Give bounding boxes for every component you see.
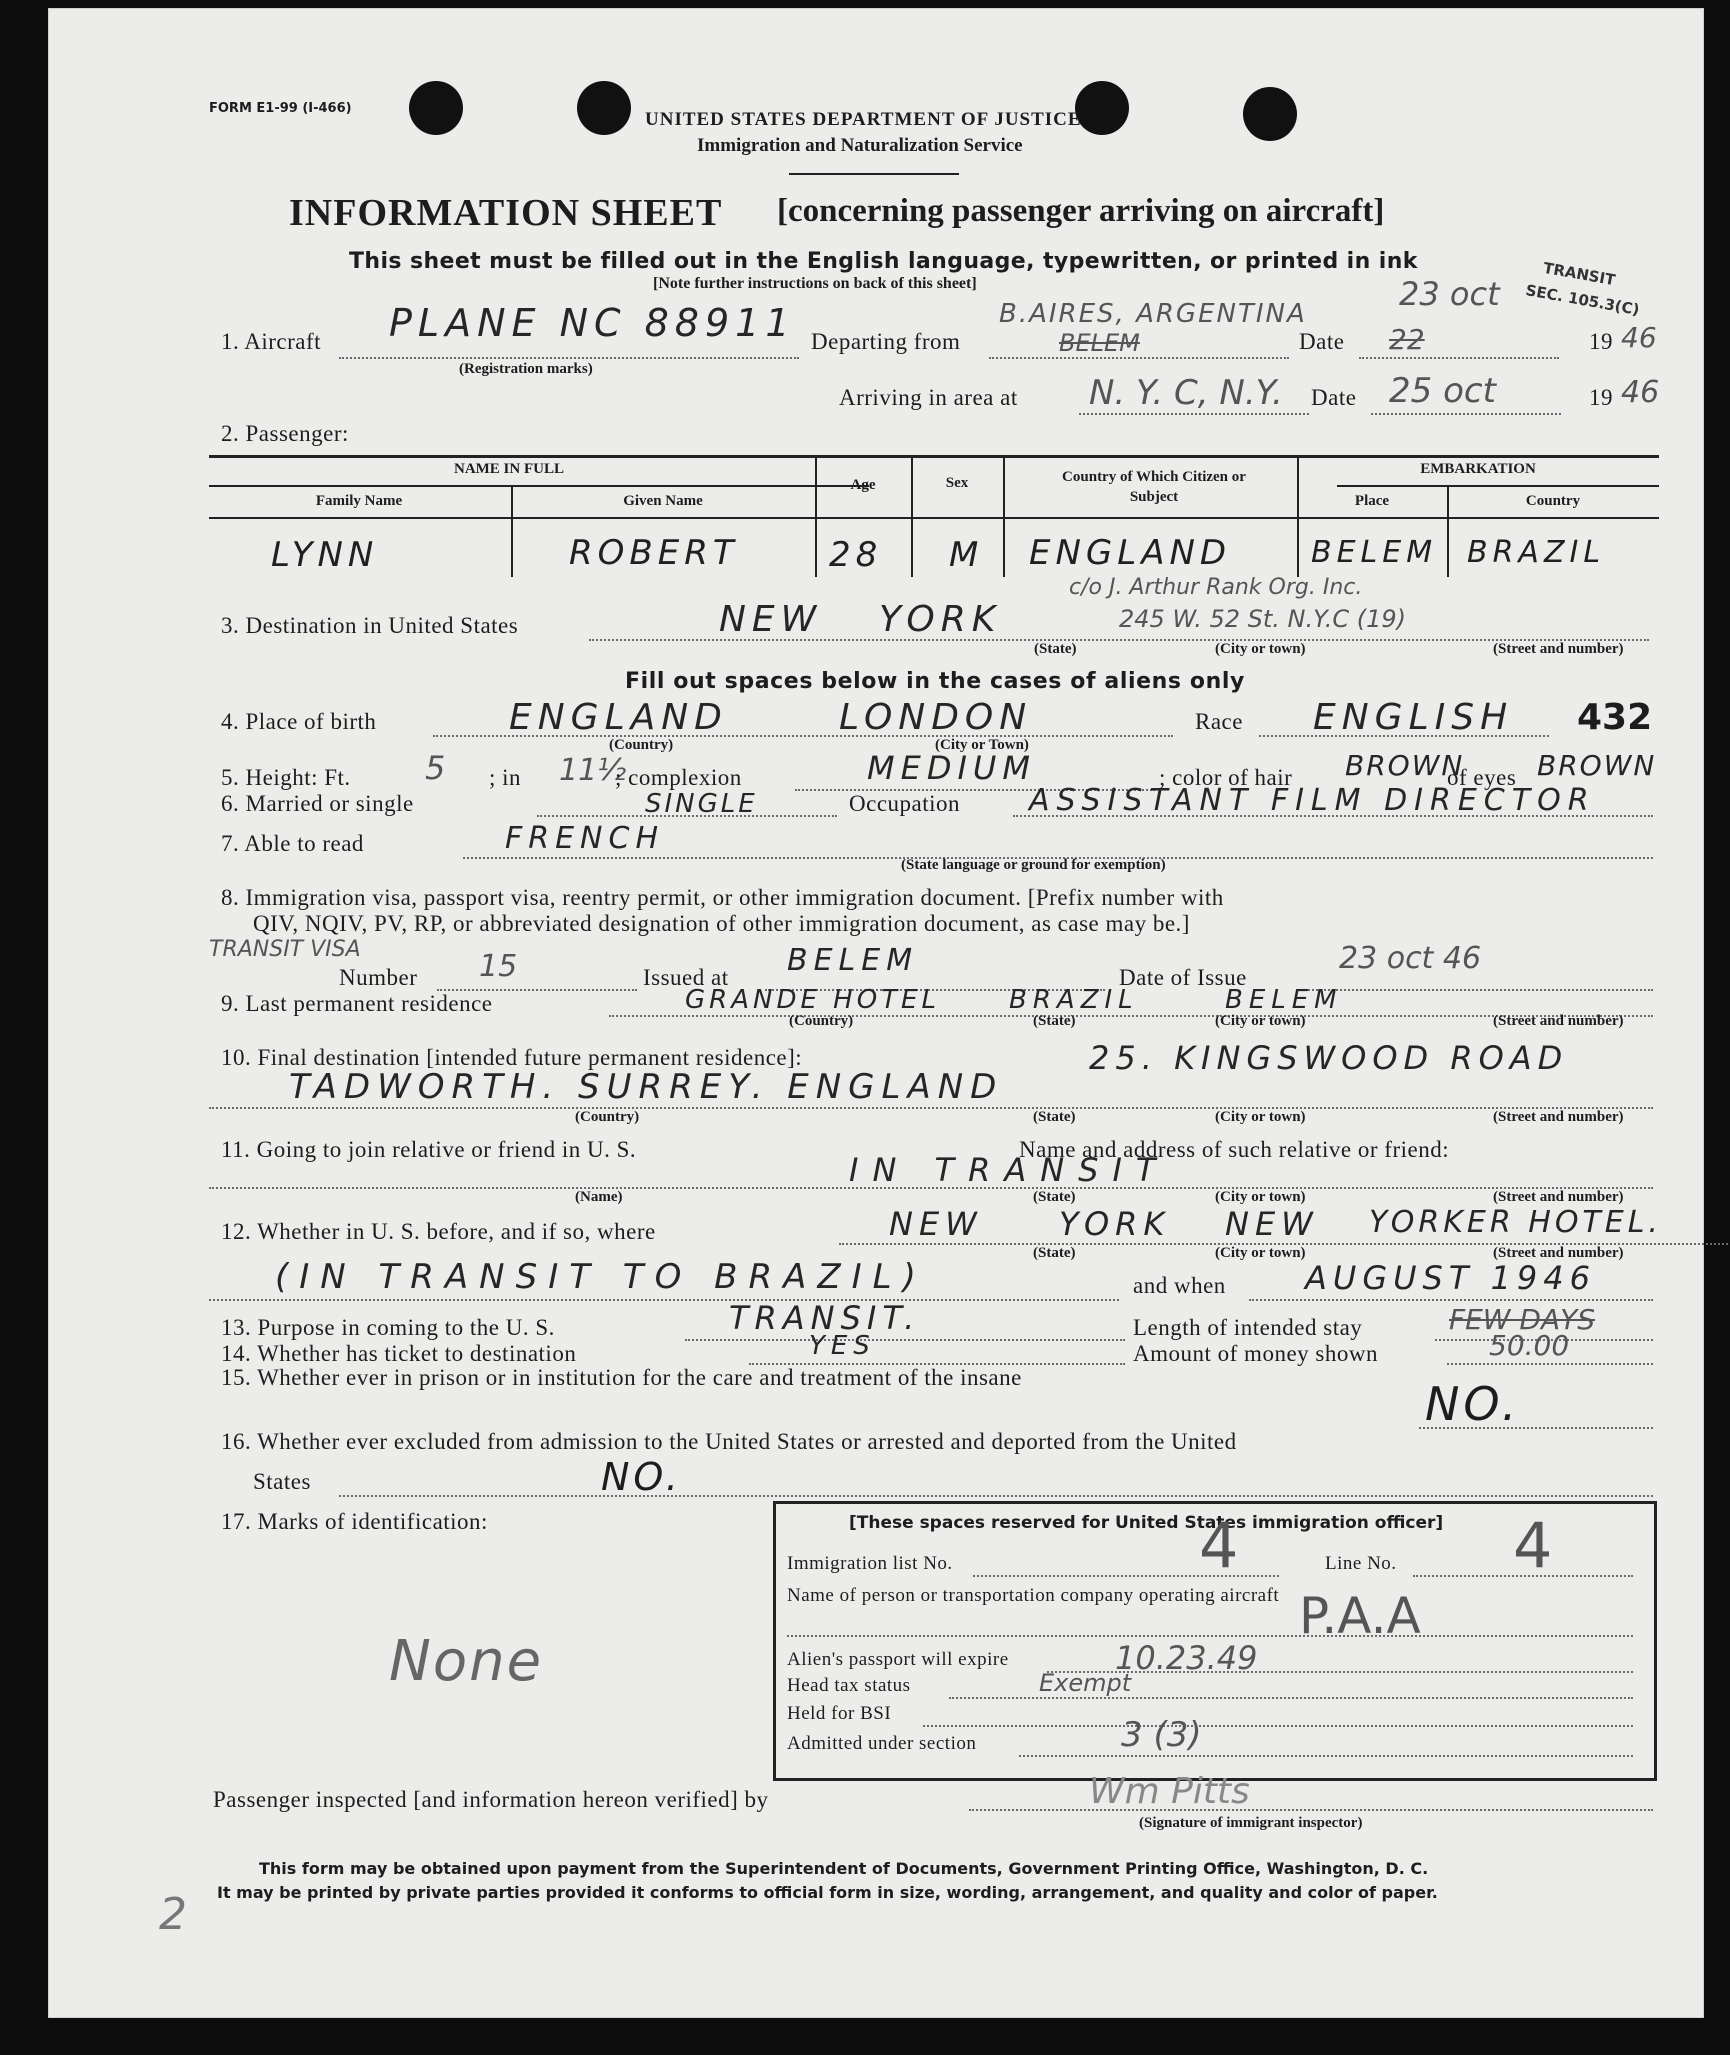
list-no-value: 4 (1199, 1509, 1239, 1582)
passenger-sex: M (949, 535, 984, 575)
cap-res-city: (City or town) (1215, 1013, 1306, 1029)
page-mark: 2 (159, 1889, 187, 1940)
inspection-line (969, 1809, 1653, 1811)
cap-birth-country: (Country) (609, 737, 674, 753)
table-col (1003, 455, 1005, 577)
th-age: Age (850, 477, 876, 493)
destination-state: NEW (719, 599, 823, 640)
embark-country: BRAZIL (1467, 535, 1606, 570)
date-2-value: 25 oct (1389, 371, 1496, 411)
registration-caption: (Registration marks) (459, 361, 593, 377)
admitted-value: 3 (3) (1121, 1715, 1202, 1755)
visa-number: 15 (479, 949, 518, 984)
occupation-value: ASSISTANT FILM DIRECTOR (1029, 783, 1596, 818)
departing-line (989, 357, 1289, 359)
previous-line2-value: (IN TRANSIT TO BRAZIL) (275, 1257, 927, 1297)
final-destination-label: 10. Final destination [intended future permanent residence]: (221, 1045, 803, 1070)
previous-line-2 (209, 1299, 1119, 1301)
purpose-line (685, 1339, 1125, 1341)
line-no-label: Line No. (1325, 1553, 1397, 1574)
residence-b: BRAZIL (1009, 985, 1139, 1015)
headtax-line (949, 1697, 1633, 1699)
date-label-2: Date (1311, 385, 1357, 410)
cap-state: (State) (1034, 641, 1077, 657)
marital-value: SINGLE (645, 789, 758, 819)
instruction-line: This sheet must be filled out in the English language, typewritten, or printed in ink (349, 249, 1418, 274)
height-feet: 5 (425, 749, 446, 787)
year-2: 46 (1621, 375, 1660, 410)
th-embarkation: EMBARKATION (1420, 461, 1536, 477)
excluded-line (339, 1495, 1653, 1497)
year-prefix-2: 19 (1589, 385, 1613, 410)
previous-state: NEW (889, 1205, 983, 1243)
transit-visa-note: TRANSIT VISA (209, 937, 361, 962)
inches-label: ; in (489, 765, 522, 790)
page-subtitle: [concerning passenger arriving on aircraft] (777, 193, 1385, 229)
inspection-caption: (Signature of immigrant inspector) (1139, 1815, 1363, 1831)
instruction-note: [Note further instructions on back of this sheet] (653, 275, 977, 292)
departing-label: Departing from (811, 329, 961, 354)
th-family-name: Family Name (315, 493, 403, 509)
issue-date-value: 23 oct 46 (1339, 941, 1482, 976)
list-no-label: Immigration list No. (787, 1553, 953, 1574)
birthplace-label: 4. Place of birth (221, 709, 377, 734)
race-value: ENGLISH (1313, 697, 1514, 738)
destination-label: 3. Destination in United States (221, 613, 519, 638)
destination-street-1: c/o J. Arthur Rank Org. Inc. (1069, 575, 1363, 600)
footer-line-2: It may be printed by private parties provided it conforms to official form in size, wording, arrangement, and quality and color of paper. (217, 1883, 1438, 1902)
year-1: 46 (1621, 321, 1657, 354)
table-mid (209, 485, 869, 487)
cap-prev-state: (State) (1033, 1245, 1076, 1261)
cap-prev-city: (City or town) (1215, 1245, 1306, 1261)
cap-rel-street: (Street and number) (1493, 1189, 1624, 1205)
birth-city: LONDON (839, 697, 1033, 738)
arriving-value: N. Y. C, N.Y. (1089, 373, 1283, 413)
cap-rel-name: (Name) (575, 1189, 623, 1205)
final-destination-line2: TADWORTH. SURREY. ENGLAND (289, 1067, 1004, 1107)
issued-label: Issued at (643, 965, 729, 990)
punch-hole (577, 81, 631, 135)
birth-country: ENGLAND (509, 697, 728, 738)
transit-stamp-line2: SEC. 105.3(C) (1524, 281, 1641, 319)
complexion-label: ; complexion (615, 765, 742, 790)
number-label: Number (339, 965, 418, 990)
cap-res-country: (Country) (789, 1013, 854, 1029)
passenger-family-name: LYNN (271, 535, 379, 575)
aircraft-line (339, 357, 799, 359)
date-line-2 (1371, 413, 1561, 415)
read-caption: (State language or ground for exemption) (901, 857, 1166, 873)
form-sheet (48, 8, 1704, 2018)
read-label: 7. Able to read (221, 831, 364, 856)
excluded-label-2: States (253, 1469, 311, 1494)
race-code: 432 (1577, 697, 1653, 738)
bsi-label: Held for BSI (787, 1703, 892, 1724)
table-col (911, 455, 913, 577)
issue-date-label: Date of Issue (1119, 965, 1247, 990)
company-value: P.A.A (1299, 1587, 1421, 1645)
ticket-label: 14. Whether has ticket to destination (221, 1341, 577, 1366)
destination-city: YORK (879, 599, 1002, 640)
purpose-value: TRANSIT. (729, 1299, 921, 1337)
punch-hole (1243, 87, 1297, 141)
date-line-1 (1359, 357, 1559, 359)
purpose-label: 13. Purpose in coming to the U. S. (221, 1315, 555, 1340)
inspection-label: Passenger inspected [and information hereon verified] by (213, 1787, 769, 1812)
punch-hole (1075, 81, 1129, 135)
headtax-label: Head tax status (787, 1675, 911, 1696)
cap-final-state: (State) (1033, 1109, 1076, 1125)
cap-prev-street: (Street and number) (1493, 1245, 1624, 1261)
year-prefix-1: 19 (1589, 329, 1613, 354)
relative-value: IN TRANSIT (849, 1151, 1170, 1189)
ticket-value: YES (809, 1331, 876, 1361)
departing-struck: BELEM (1059, 329, 1140, 357)
stay-value: FEW DAYS (1449, 1303, 1595, 1336)
transit-stamp-line1: TRANSIT (1541, 258, 1617, 290)
department-name: UNITED STATES DEPARTMENT OF JUSTICE (645, 109, 1082, 130)
cap-final-street: (Street and number) (1493, 1109, 1624, 1125)
headtax-value: Exempt (1039, 1669, 1132, 1697)
table-top (209, 455, 1659, 458)
service-name: Immigration and Naturalization Service (697, 135, 1023, 156)
arriving-label: Arriving in area at (839, 385, 1018, 410)
date-1-value: 23 oct (1399, 275, 1500, 313)
previous-city-2: NEW (1225, 1205, 1319, 1243)
bsi-line (923, 1725, 1633, 1727)
eyes-value: BROWN (1537, 749, 1657, 782)
race-label: Race (1195, 709, 1243, 734)
cap-street: (Street and number) (1493, 641, 1624, 657)
cap-birth-city: (City or Town) (935, 737, 1029, 753)
complexion-value: MEDIUM (867, 749, 1036, 787)
money-line (1447, 1363, 1653, 1365)
stay-label: Length of intended stay (1133, 1315, 1363, 1340)
embark-place: BELEM (1311, 535, 1438, 570)
th-name-in-full: NAME IN FULL (453, 461, 564, 477)
th-embark-country: Country (1525, 493, 1581, 509)
aircraft-value: PLANE NC 88911 (389, 301, 796, 345)
when-label: and when (1133, 1273, 1226, 1298)
read-value: FRENCH (505, 821, 665, 856)
passenger-age: 28 (829, 535, 883, 575)
cap-rel-state: (State) (1033, 1189, 1076, 1205)
final-destination-line (209, 1107, 1653, 1109)
th-place: Place (1354, 493, 1390, 509)
company-line (787, 1635, 1633, 1637)
eyes-label: of eyes (1447, 765, 1517, 790)
document-text-2: QIV, NQIV, PV, RP, or abbreviated designation of other immigration document, as case may be.] (253, 911, 1190, 936)
date-label-1: Date (1299, 329, 1345, 354)
marks-label: 17. Marks of identification: (221, 1509, 488, 1534)
when-line (1249, 1299, 1653, 1301)
table-col (815, 455, 817, 577)
punch-hole (409, 81, 463, 135)
table-head-bottom (209, 517, 1659, 519)
cap-city: (City or town) (1215, 641, 1306, 657)
form-number: FORM E1-99 (I-466) (209, 101, 352, 116)
hair-value: BROWN (1345, 749, 1465, 782)
admitted-line (1019, 1755, 1633, 1757)
previous-street: YORKER HOTEL. (1369, 1205, 1662, 1240)
cap-res-street: (Street and number) (1493, 1013, 1624, 1029)
cap-rel-city: (City or town) (1215, 1189, 1306, 1205)
date-1-struck: 22 (1389, 323, 1425, 356)
relative-address-label: Name and address of such relative or friend: (1019, 1137, 1450, 1162)
residence-c: BELEM (1225, 985, 1343, 1015)
departing-value: B.AIRES, ARGENTINA (999, 299, 1307, 329)
previous-city: YORK (1059, 1205, 1171, 1243)
table-mid-embark (1337, 485, 1659, 487)
arriving-line (1079, 413, 1309, 415)
document-text-1: 8. Immigration visa, passport visa, reentry permit, or other immigration document. [Prefix number with (221, 885, 1224, 910)
passenger-given-name: ROBERT (569, 533, 739, 573)
marital-label: 6. Married or single (221, 791, 414, 816)
cap-final-city: (City or town) (1215, 1109, 1306, 1125)
passport-label: Alien's passport will expire (787, 1649, 1009, 1670)
residence-label: 9. Last permanent residence (221, 991, 493, 1016)
passenger-citizenship: ENGLAND (1029, 533, 1232, 573)
excluded-label-1: 16. Whether ever excluded from admission to the United States or arrested and deported from the United (221, 1429, 1237, 1454)
page-title: INFORMATION SHEET (289, 192, 723, 234)
officer-box-heading: [These spaces reserved for United States immigration officer] (849, 1513, 1444, 1533)
final-destination-street: 25. KINGSWOOD ROAD (1089, 1039, 1569, 1077)
issue-date-line (1297, 989, 1653, 991)
hair-label: ; color of hair (1159, 765, 1293, 790)
company-label: Name of person or transportation company operating aircraft (787, 1585, 1280, 1606)
prison-label: 15. Whether ever in prison or in institution for the care and treatment of the insane (221, 1365, 1022, 1390)
passenger-label: 2. Passenger: (221, 421, 349, 446)
passport-value: 10.23.49 (1115, 1639, 1258, 1677)
excluded-value: NO. (601, 1455, 682, 1499)
occupation-label: Occupation (849, 791, 961, 816)
height-inches: 11½ (559, 753, 627, 788)
cap-final-country: (Country) (575, 1109, 640, 1125)
header-rule (789, 173, 959, 175)
aircraft-label: 1. Aircraft (221, 329, 322, 354)
footer-line-1: This form may be obtained upon payment from the Superintendent of Documents, Government Printing Office, Washington, D. C. (259, 1859, 1429, 1878)
when-value: AUGUST 1946 (1305, 1259, 1596, 1297)
inspector-signature: Wm Pitts (1089, 1771, 1250, 1812)
line-no-value: 4 (1513, 1509, 1553, 1582)
previous-visit-label: 12. Whether in U. S. before, and if so, where (221, 1219, 656, 1244)
aliens-heading: Fill out spaces below in the cases of aliens only (625, 669, 1245, 694)
issued-value: BELEM (787, 943, 919, 978)
destination-street-2: 245 W. 52 St. N.Y.C (19) (1119, 605, 1406, 633)
money-value: 50.00 (1489, 1329, 1570, 1362)
height-label: 5. Height: Ft. (221, 765, 351, 790)
money-label: Amount of money shown (1133, 1341, 1378, 1366)
marks-value: None (389, 1629, 544, 1694)
relative-label: 11. Going to join relative or friend in U. S. (221, 1137, 637, 1162)
admitted-label: Admitted under section (787, 1733, 977, 1754)
prison-value: NO. (1425, 1377, 1521, 1431)
th-given-name: Given Name (623, 493, 703, 509)
th-sex: Sex (945, 475, 969, 491)
residence-a: GRANDE HOTEL (685, 985, 940, 1015)
th-country-citizen: Country of Which Citizen or Subject (1062, 469, 1246, 505)
cap-res-state: (State) (1033, 1013, 1076, 1029)
